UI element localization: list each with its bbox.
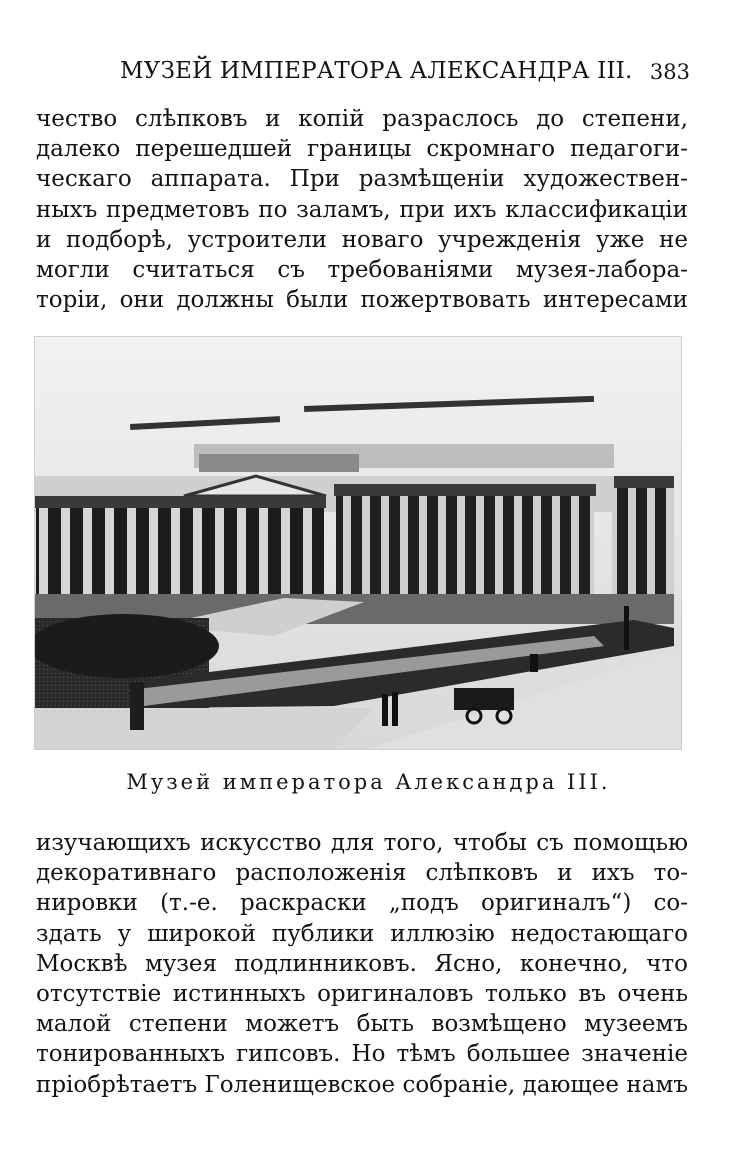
page-number: 383 xyxy=(649,60,690,84)
text-line: могли считаться съ требованіями музея-лабора- xyxy=(36,256,688,283)
text-line: далеко перешедшей границы скромнаго педагоги- xyxy=(36,136,688,163)
text-line: пріобрѣтаетъ Голенищевское собраніе, дающее намъ xyxy=(36,1071,688,1098)
text-line: тонированныхъ гипсовъ. Но тѣмъ большее значеніе xyxy=(36,1041,688,1068)
text-line: ныхъ предметовъ по заламъ, при ихъ классификаціи xyxy=(36,196,688,223)
text-line: чество слѣпковъ и копій разраслось до степени, xyxy=(36,106,688,132)
running-title: МУЗЕЙ ИМПЕРАТОРА АЛЕКСАНДРА III. xyxy=(120,58,633,84)
text-line: здать у широкой публики иллюзію недостающаго xyxy=(36,920,688,947)
text-line: декоративнаго расположенія слѣпковъ и ихъ то- xyxy=(36,860,688,887)
text-line: торіи, они должны были пожертвовать интересами xyxy=(36,287,688,314)
museum-photograph xyxy=(34,336,682,750)
top-paragraph xyxy=(36,104,688,315)
figure-caption: Музей императора Александра III. xyxy=(126,770,611,794)
text-line: малой степени можетъ быть возмѣщено музеемъ xyxy=(36,1011,688,1038)
text-line: ческаго аппарата. При размѣщеніи художествен- xyxy=(36,166,688,193)
text-line: отсутствіе истинныхъ оригиналовъ только въ очень xyxy=(36,980,688,1007)
text-line: и подборѣ, устроители новаго учрежденія уже не xyxy=(36,226,688,253)
museum-building-illustration xyxy=(34,336,682,750)
bottom-paragraph xyxy=(36,828,688,1100)
text-line: изучающихъ искусство для того, чтобы съ помощью xyxy=(36,830,688,856)
page-header xyxy=(120,58,690,88)
text-line: Москвѣ музея подлинниковъ. Ясно, конечно, что xyxy=(36,950,688,977)
text-line: нировки (т.-е. раскраски „подъ оригиналъ“) со- xyxy=(36,890,688,917)
